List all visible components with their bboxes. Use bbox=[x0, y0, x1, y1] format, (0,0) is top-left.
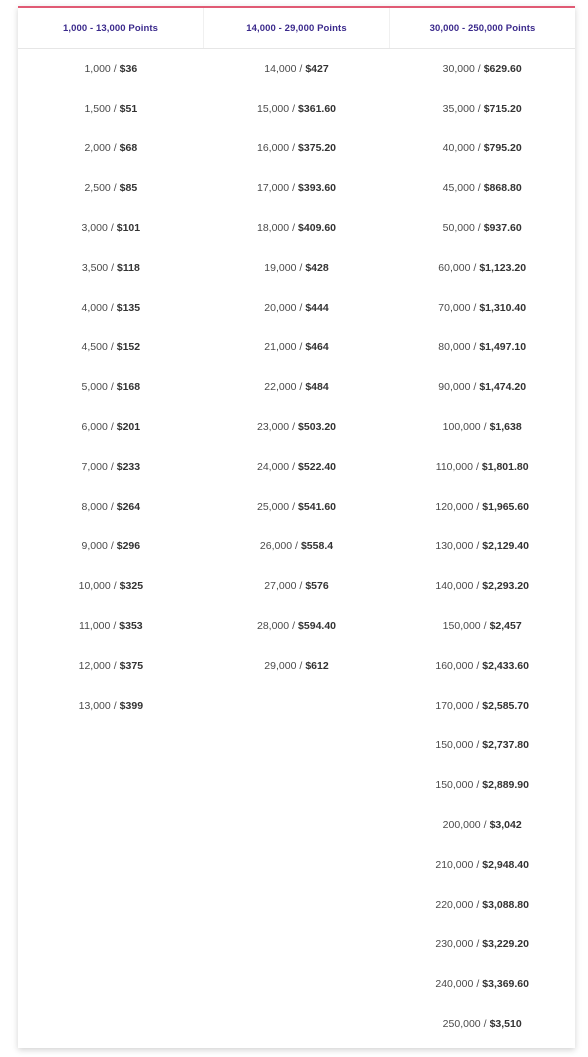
price-row bbox=[260, 527, 333, 567]
points-amount: 1,000 bbox=[84, 62, 111, 75]
price-amount: $168 bbox=[116, 381, 141, 394]
price-amount: $1,474.20 bbox=[479, 381, 527, 394]
separator: / bbox=[299, 62, 303, 75]
price-amount: $715.20 bbox=[483, 102, 522, 115]
separator: / bbox=[113, 102, 117, 115]
price-row bbox=[257, 89, 336, 129]
price-row bbox=[84, 129, 137, 169]
separator: / bbox=[110, 301, 114, 314]
price-row bbox=[257, 168, 336, 208]
price-amount: $464 bbox=[305, 341, 329, 354]
points-amount: 230,000 bbox=[435, 938, 474, 951]
price-amount: $1,801.80 bbox=[481, 460, 529, 473]
points-amount: 160,000 bbox=[435, 659, 474, 672]
points-amount: 110,000 bbox=[435, 460, 473, 473]
price-row bbox=[435, 527, 529, 567]
price-row bbox=[84, 49, 137, 89]
price-row bbox=[82, 208, 141, 248]
separator: / bbox=[113, 620, 117, 633]
points-amount: 26,000 bbox=[259, 540, 293, 553]
price-row bbox=[79, 566, 143, 606]
price-amount: $264 bbox=[116, 500, 141, 513]
points-amount: 150,000 bbox=[435, 739, 474, 752]
price-row bbox=[443, 606, 522, 646]
price-row bbox=[264, 248, 328, 288]
price-amount: $503.20 bbox=[298, 421, 337, 434]
price-amount: $3,510 bbox=[489, 1018, 522, 1031]
separator: / bbox=[476, 898, 480, 911]
price-column-tier-2 bbox=[204, 49, 390, 1044]
points-amount: 4,000 bbox=[81, 301, 108, 314]
separator: / bbox=[483, 819, 487, 832]
points-amount: 23,000 bbox=[257, 421, 290, 434]
price-row bbox=[264, 49, 328, 89]
separator: / bbox=[473, 301, 477, 314]
price-row bbox=[82, 328, 141, 368]
price-amount: $2,948.40 bbox=[482, 858, 529, 871]
price-amount: $353 bbox=[119, 620, 143, 633]
points-amount: 150,000 bbox=[442, 620, 481, 633]
separator: / bbox=[477, 182, 481, 195]
points-amount: 120,000 bbox=[435, 500, 474, 513]
points-amount: 12,000 bbox=[78, 659, 111, 672]
points-amount: 2,500 bbox=[84, 182, 111, 195]
price-amount: $541.60 bbox=[298, 500, 337, 513]
price-amount: $85 bbox=[119, 182, 138, 195]
points-amount: 35,000 bbox=[442, 102, 475, 115]
separator: / bbox=[292, 182, 296, 195]
price-row bbox=[84, 168, 137, 208]
price-row bbox=[257, 407, 336, 447]
price-row bbox=[443, 89, 522, 129]
column-header-tier-2: 14,000 - 29,000 Points bbox=[203, 8, 389, 48]
points-amount: 6,000 bbox=[81, 421, 108, 434]
points-amount: 14,000 bbox=[264, 62, 297, 75]
separator: / bbox=[299, 261, 303, 274]
price-amount: $1,497.10 bbox=[479, 341, 527, 354]
separator: / bbox=[295, 540, 298, 553]
price-row bbox=[79, 606, 143, 646]
price-row bbox=[443, 129, 522, 169]
price-column-tier-1 bbox=[18, 49, 204, 1044]
price-row bbox=[443, 208, 522, 248]
price-amount: $1,638 bbox=[489, 421, 522, 434]
separator: / bbox=[299, 341, 303, 354]
separator: / bbox=[292, 500, 296, 513]
separator: / bbox=[299, 301, 303, 314]
separator: / bbox=[292, 102, 296, 115]
price-amount: $1,310.40 bbox=[479, 301, 527, 314]
price-row bbox=[438, 367, 526, 407]
price-amount: $2,457 bbox=[489, 620, 522, 633]
separator: / bbox=[476, 580, 480, 593]
price-row bbox=[436, 447, 529, 487]
price-row bbox=[264, 288, 328, 328]
separator: / bbox=[113, 142, 117, 155]
price-row bbox=[438, 248, 526, 288]
points-amount: 250,000 bbox=[442, 1018, 481, 1031]
price-amount: $576 bbox=[305, 580, 329, 593]
price-row bbox=[435, 726, 529, 766]
separator: / bbox=[475, 460, 479, 473]
points-amount: 4,500 bbox=[81, 341, 108, 354]
price-row bbox=[435, 566, 529, 606]
price-amount: $594.40 bbox=[298, 620, 337, 633]
points-amount: 240,000 bbox=[435, 978, 474, 991]
separator: / bbox=[476, 858, 480, 871]
points-amount: 140,000 bbox=[435, 580, 474, 593]
column-header-tier-1: 1,000 - 13,000 Points bbox=[62, 22, 159, 34]
separator: / bbox=[110, 540, 114, 553]
price-column-tier-3 bbox=[389, 49, 575, 1044]
separator: / bbox=[473, 341, 477, 354]
price-row bbox=[264, 367, 328, 407]
points-amount: 80,000 bbox=[438, 341, 471, 354]
price-row bbox=[79, 686, 143, 726]
points-amount: 100,000 bbox=[442, 421, 481, 434]
points-amount: 16,000 bbox=[257, 142, 290, 155]
price-amount: $522.40 bbox=[298, 460, 337, 473]
price-amount: $3,042 bbox=[489, 819, 522, 832]
price-amount: $296 bbox=[116, 540, 141, 553]
price-row bbox=[435, 925, 529, 965]
points-amount: 7,000 bbox=[81, 460, 108, 473]
points-amount: 5,000 bbox=[81, 381, 108, 394]
price-row bbox=[82, 487, 141, 527]
separator: / bbox=[477, 62, 481, 75]
separator: / bbox=[476, 938, 480, 951]
points-amount: 210,000 bbox=[435, 858, 474, 871]
price-amount: $3,229.20 bbox=[482, 938, 529, 951]
price-amount: $135 bbox=[116, 301, 141, 314]
price-amount: $444 bbox=[305, 301, 329, 314]
points-amount: 60,000 bbox=[438, 261, 471, 274]
points-amount: 3,500 bbox=[81, 261, 109, 274]
points-amount: 90,000 bbox=[438, 381, 471, 394]
price-row bbox=[443, 49, 522, 89]
separator: / bbox=[113, 659, 117, 672]
points-amount: 9,000 bbox=[81, 540, 108, 553]
points-amount: 45,000 bbox=[442, 182, 475, 195]
separator: / bbox=[476, 978, 480, 991]
price-row bbox=[82, 527, 141, 567]
price-amount: $1,123.20 bbox=[479, 261, 527, 274]
points-amount: 2,000 bbox=[84, 142, 111, 155]
separator: / bbox=[113, 182, 117, 195]
price-amount: $393.60 bbox=[298, 182, 337, 195]
separator: / bbox=[113, 62, 117, 75]
price-row bbox=[264, 646, 328, 686]
separator: / bbox=[113, 580, 117, 593]
separator: / bbox=[110, 460, 114, 473]
points-amount: 18,000 bbox=[257, 222, 290, 235]
price-amount: $233 bbox=[116, 460, 141, 473]
points-amount: 21,000 bbox=[264, 341, 297, 354]
price-amount: $68 bbox=[119, 142, 138, 155]
points-amount: 1,500 bbox=[84, 102, 111, 115]
price-row bbox=[443, 407, 522, 447]
price-amount: $361.60 bbox=[298, 102, 337, 115]
separator: / bbox=[110, 222, 114, 235]
price-amount: $558.4 bbox=[300, 540, 334, 553]
price-amount: $484 bbox=[305, 381, 329, 394]
separator: / bbox=[110, 341, 114, 354]
price-amount: $409.60 bbox=[298, 222, 337, 235]
price-amount: $937.60 bbox=[483, 222, 522, 235]
points-amount: 3,000 bbox=[81, 222, 108, 235]
price-amount: $101 bbox=[116, 222, 141, 235]
price-amount: $399 bbox=[119, 699, 144, 712]
price-row bbox=[264, 566, 328, 606]
separator: / bbox=[292, 460, 296, 473]
separator: / bbox=[110, 421, 114, 434]
points-amount: 29,000 bbox=[264, 659, 297, 672]
price-row bbox=[435, 646, 529, 686]
price-amount: $2,129.40 bbox=[482, 540, 529, 553]
points-amount: 200,000 bbox=[442, 819, 481, 832]
price-amount: $1,965.60 bbox=[482, 500, 529, 513]
points-amount: 19,000 bbox=[264, 261, 297, 274]
separator: / bbox=[110, 500, 114, 513]
points-amount: 15,000 bbox=[257, 102, 290, 115]
price-amount: $868.80 bbox=[483, 182, 522, 195]
price-row bbox=[257, 208, 336, 248]
price-row bbox=[84, 89, 137, 129]
separator: / bbox=[476, 739, 480, 752]
price-amount: $375 bbox=[119, 659, 144, 672]
separator: / bbox=[473, 261, 477, 274]
table-body bbox=[18, 49, 575, 1044]
points-amount: 170,000 bbox=[435, 699, 474, 712]
price-row bbox=[82, 407, 141, 447]
price-row bbox=[257, 447, 336, 487]
separator: / bbox=[473, 381, 477, 394]
points-amount: 30,000 bbox=[442, 62, 475, 75]
separator: / bbox=[110, 381, 114, 394]
price-row bbox=[443, 1004, 522, 1044]
price-amount: $2,737.80 bbox=[482, 739, 529, 752]
points-amount: 20,000 bbox=[264, 301, 297, 314]
price-row bbox=[443, 168, 522, 208]
column-header-tier-3: 30,000 - 250,000 Points bbox=[389, 8, 575, 48]
points-amount: 8,000 bbox=[81, 500, 108, 513]
separator: / bbox=[477, 102, 481, 115]
price-row bbox=[257, 606, 336, 646]
points-amount: 27,000 bbox=[264, 580, 297, 593]
price-row bbox=[82, 447, 141, 487]
price-amount: $375.20 bbox=[298, 142, 337, 155]
price-amount: $2,293.20 bbox=[482, 580, 529, 593]
points-amount: 13,000 bbox=[78, 699, 111, 712]
separator: / bbox=[111, 261, 115, 274]
points-amount: 17,000 bbox=[257, 182, 290, 195]
separator: / bbox=[292, 142, 296, 155]
points-amount: 220,000 bbox=[435, 898, 474, 911]
points-amount: 11,000 bbox=[79, 620, 111, 633]
separator: / bbox=[476, 659, 480, 672]
price-amount: $2,585.70 bbox=[482, 699, 529, 712]
price-amount: $2,433.60 bbox=[482, 659, 529, 672]
price-row bbox=[435, 765, 529, 805]
price-amount: $152 bbox=[116, 341, 141, 354]
price-amount: $118 bbox=[117, 261, 140, 274]
price-amount: $325 bbox=[119, 580, 144, 593]
price-amount: $3,369.60 bbox=[482, 978, 529, 991]
price-row bbox=[264, 328, 328, 368]
price-row bbox=[257, 487, 336, 527]
price-row bbox=[79, 646, 143, 686]
price-row bbox=[435, 964, 529, 1004]
separator: / bbox=[113, 699, 117, 712]
price-row bbox=[435, 487, 529, 527]
points-amount: 24,000 bbox=[257, 460, 290, 473]
points-amount: 25,000 bbox=[257, 500, 290, 513]
separator: / bbox=[476, 500, 480, 513]
price-amount: $36 bbox=[119, 62, 138, 75]
points-pricing-table bbox=[18, 6, 575, 1048]
points-amount: 70,000 bbox=[438, 301, 471, 314]
separator: / bbox=[477, 222, 481, 235]
separator: / bbox=[292, 421, 296, 434]
separator: / bbox=[483, 1018, 487, 1031]
points-amount: 28,000 bbox=[257, 620, 290, 633]
separator: / bbox=[299, 659, 303, 672]
separator: / bbox=[476, 540, 480, 553]
price-amount: $629.60 bbox=[483, 62, 522, 75]
price-amount: $51 bbox=[119, 102, 138, 115]
table-header-row bbox=[18, 8, 575, 49]
separator: / bbox=[477, 142, 481, 155]
price-row bbox=[257, 129, 336, 169]
points-amount: 150,000 bbox=[435, 779, 474, 792]
price-row bbox=[438, 328, 526, 368]
separator: / bbox=[292, 620, 296, 633]
points-amount: 10,000 bbox=[78, 580, 111, 593]
price-amount: $2,889.90 bbox=[482, 779, 529, 792]
separator: / bbox=[483, 421, 487, 434]
price-amount: $3,088.80 bbox=[482, 898, 529, 911]
price-row bbox=[438, 288, 526, 328]
price-row bbox=[435, 686, 529, 726]
points-amount: 22,000 bbox=[264, 381, 297, 394]
price-amount: $795.20 bbox=[483, 142, 522, 155]
price-row bbox=[82, 288, 141, 328]
points-amount: 50,000 bbox=[442, 222, 475, 235]
separator: / bbox=[483, 620, 487, 633]
price-amount: $612 bbox=[305, 659, 329, 672]
price-row bbox=[82, 367, 141, 407]
price-amount: $201 bbox=[116, 421, 141, 434]
separator: / bbox=[299, 381, 303, 394]
separator: / bbox=[476, 699, 480, 712]
price-amount: $427 bbox=[305, 62, 329, 75]
separator: / bbox=[292, 222, 296, 235]
price-row bbox=[82, 248, 140, 288]
points-amount: 40,000 bbox=[442, 142, 475, 155]
points-amount: 130,000 bbox=[435, 540, 474, 553]
price-row bbox=[435, 845, 529, 885]
price-amount: $428 bbox=[305, 261, 329, 274]
separator: / bbox=[299, 580, 303, 593]
separator: / bbox=[476, 779, 480, 792]
price-row bbox=[443, 805, 522, 845]
price-row bbox=[435, 885, 529, 925]
